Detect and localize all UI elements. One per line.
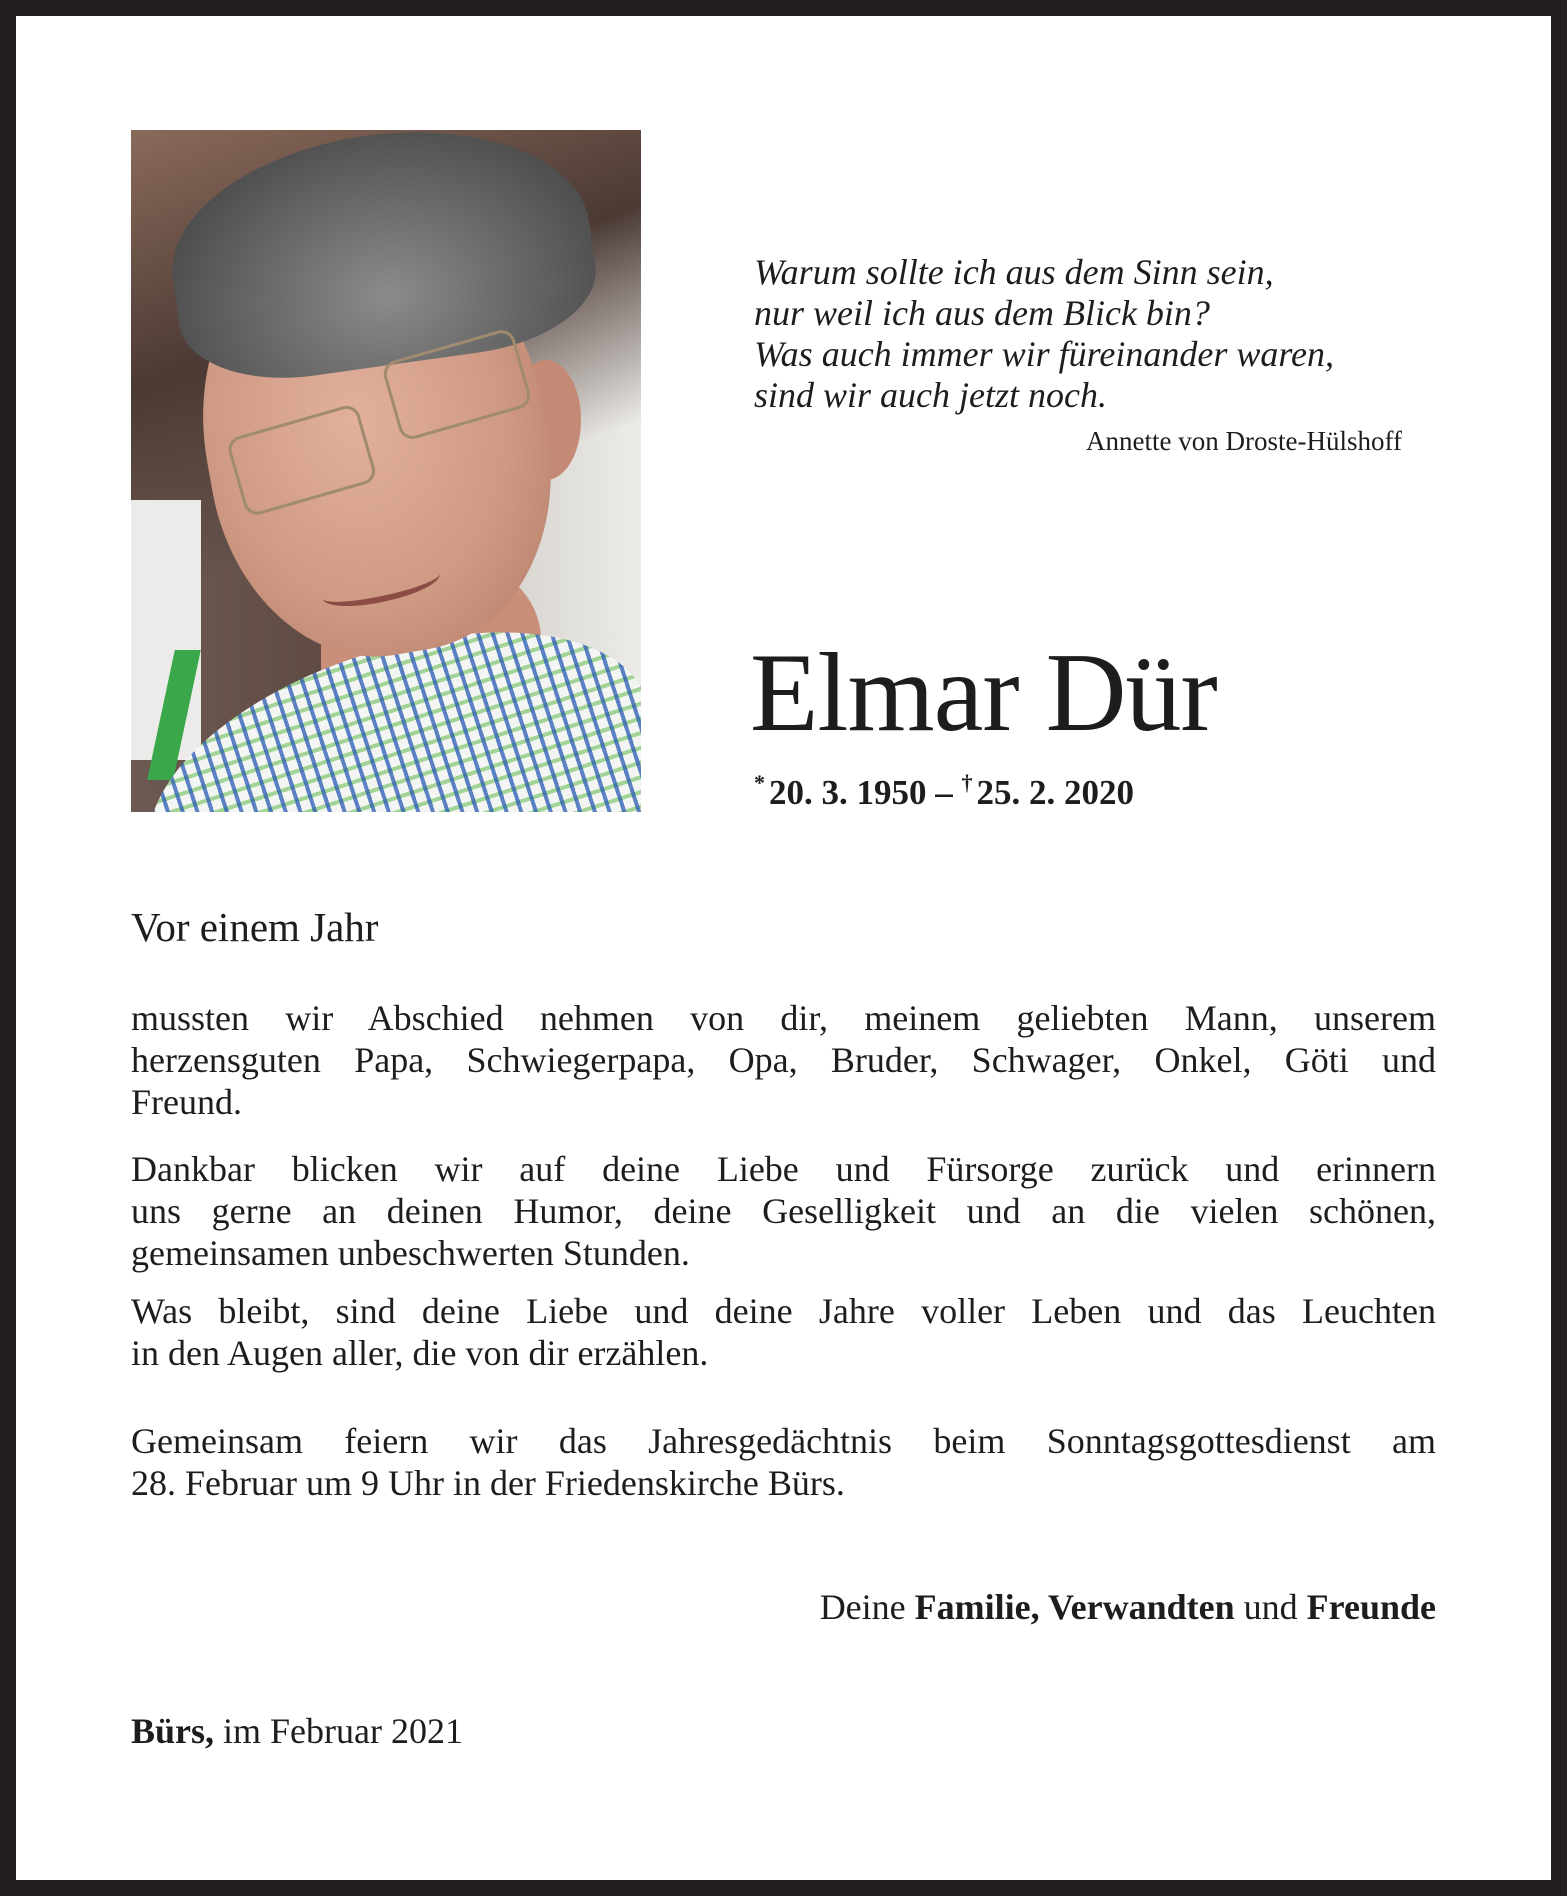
life-dates	[754, 770, 1134, 813]
quote-line: sind wir auch jetzt noch.	[754, 375, 1107, 415]
paragraph-remembrance	[131, 1290, 1436, 1374]
text-line: in den Augen aller, die von dir erzählen.	[131, 1333, 709, 1373]
date-separator: –	[935, 773, 953, 812]
text-line: gemeinsamen unbeschwerten Stunden.	[131, 1233, 690, 1273]
death-symbol: †	[961, 770, 973, 795]
text-line: mussten wir Abschied nehmen von dir, meinem geliebten Mann, unserem	[131, 998, 1436, 1038]
death-date: 25. 2. 2020	[976, 773, 1134, 812]
quote	[754, 252, 1334, 416]
text-line: uns gerne an deinen Humor, deine Geselligkeit und an die vielen schönen,	[131, 1191, 1436, 1231]
place-date	[131, 1710, 463, 1752]
quote-line: nur weil ich aus dem Blick bin?	[754, 293, 1210, 333]
paragraph-memorial-service	[131, 1420, 1436, 1504]
birth-symbol: *	[754, 770, 765, 795]
text-line: Gemeinsam feiern wir das Jahresgedächtnis beim Sonntagsgottesdienst am	[131, 1421, 1436, 1461]
quote-line: Was auch immer wir füreinander waren,	[754, 334, 1334, 374]
signature-word: und	[1243, 1587, 1298, 1627]
deceased-name: Elmar Dür	[750, 631, 1217, 755]
text-line: Freund.	[131, 1082, 242, 1122]
text-line: herzensguten Papa, Schwiegerpapa, Opa, Bruder, Schwager, Onkel, Göti und	[131, 1040, 1436, 1080]
quote-line: Warum sollte ich aus dem Sinn sein,	[754, 252, 1274, 292]
date: im Februar 2021	[223, 1711, 463, 1751]
signature-family: Familie, Verwandten	[914, 1587, 1235, 1627]
quote-author: Annette von Droste-Hülshoff	[1086, 426, 1402, 456]
intro-heading: Vor einem Jahr	[131, 904, 379, 950]
birth-date: 20. 3. 1950	[769, 773, 927, 812]
signature-friends: Freunde	[1306, 1587, 1436, 1627]
signature	[820, 1586, 1436, 1628]
text-line: 28. Februar um 9 Uhr in der Friedenskirche Bürs.	[131, 1463, 845, 1503]
signature-word: Deine	[819, 1587, 906, 1627]
paragraph-gratitude	[131, 1148, 1436, 1274]
portrait-photo	[131, 130, 641, 812]
paragraph-farewell	[131, 997, 1436, 1123]
text-line: Dankbar blicken wir auf deine Liebe und Fürsorge zurück und erinnern	[131, 1149, 1436, 1189]
place: Bürs,	[131, 1711, 215, 1751]
text-line: Was bleibt, sind deine Liebe und deine Jahre voller Leben und das Leuchten	[131, 1291, 1436, 1331]
